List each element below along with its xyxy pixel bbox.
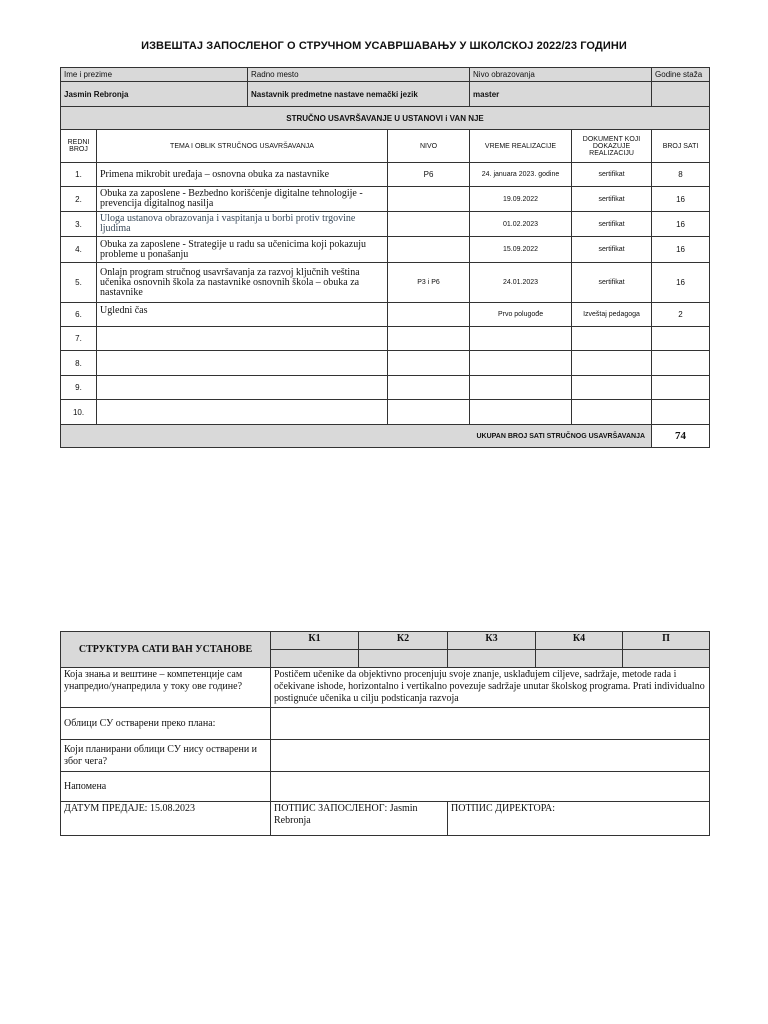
row-num: 2.: [61, 187, 97, 212]
row-hours: 16: [652, 187, 710, 212]
row-level: [388, 303, 470, 327]
row-num: 3.: [61, 212, 97, 237]
row-level: [388, 327, 470, 351]
row-document: sertifikat: [572, 163, 652, 187]
k2-value: [359, 650, 448, 668]
position-label: Radno mesto: [248, 68, 470, 82]
col-topic-header: TEMA I OBLIK STRUČNOG USAVRŠAVANJA: [97, 130, 388, 163]
table-row: [61, 400, 710, 425]
col-level-header: NIVO: [388, 130, 470, 163]
col-num-header: REDNI BROJ: [61, 130, 97, 163]
years-label: Godine staža: [652, 68, 710, 82]
table-row: [61, 263, 710, 303]
row-topic: Obuka za zaposlene - Strategije u radu sa učenicima koji pokazuju probleme u ponašanju: [97, 237, 388, 263]
row-hours: 2: [652, 303, 710, 327]
row-topic: [97, 351, 388, 376]
row-time: [470, 327, 572, 351]
structure-title: СТРУКТУРА САТИ ВАН УСТАНОВЕ: [61, 632, 271, 668]
row-topic: Primena mikrobit uređaja – osnovna obuka za nastavnike: [97, 163, 388, 187]
row-num: 4.: [61, 237, 97, 263]
row-document: sertifikat: [572, 187, 652, 212]
row-topic: [97, 376, 388, 400]
k4-value: [536, 650, 623, 668]
table-row: [61, 187, 710, 212]
row-level: [388, 376, 470, 400]
section-title: STRUČNO USAVRŠAVANJE U USTANOVI i VAN NJE: [61, 107, 710, 130]
row-time: [470, 376, 572, 400]
row-num: 9.: [61, 376, 97, 400]
submission-date: ДАТУМ ПРЕДАЈЕ: 15.08.2023: [61, 802, 271, 836]
total-label: UKUPAN BROJ SATI STRUČNOG USAVRŠAVANJA: [61, 425, 652, 448]
outside-plan-value: [271, 708, 710, 740]
total-value: 74: [652, 425, 710, 448]
row-time: 24.01.2023: [470, 263, 572, 303]
row-level: [388, 187, 470, 212]
row-level: P3 i P6: [388, 263, 470, 303]
education-label: Nivo obrazovanja: [470, 68, 652, 82]
k4-header: К4: [536, 632, 623, 650]
row-num: 7.: [61, 327, 97, 351]
col-document-header: DOKUMENT KOJI DOKAZUJE REALIZACIJU: [572, 130, 652, 163]
row-time: 19.09.2022: [470, 187, 572, 212]
row-topic: [97, 327, 388, 351]
row-document: [572, 327, 652, 351]
training-table: [60, 67, 710, 448]
row-hours: [652, 376, 710, 400]
table-row: [61, 303, 710, 327]
row-time: [470, 351, 572, 376]
p-header: П: [623, 632, 710, 650]
structure-table: [60, 631, 710, 836]
row-topic: Uloga ustanova obrazovanja i vaspitanja u borbi protiv trgovine ljudima: [97, 212, 388, 237]
row-document: sertifikat: [572, 263, 652, 303]
row-time: 15.09.2022: [470, 237, 572, 263]
k1-value: [271, 650, 359, 668]
row-num: 6.: [61, 303, 97, 327]
row-document: [572, 351, 652, 376]
row-num: 10.: [61, 400, 97, 425]
competencies-value: Postičem učenike da objektivno procenjuju svoje znanje, usklađujem ciljeve, sadržaje, metode rada i očekivane ishode, horizontalno i vertikalno povezuje sadržaje unutar školskog programa. Prati individualno postignuće učenika u cilju podsticanja razvoja: [271, 668, 710, 708]
row-topic: Onlajn program stručnog usavršavanja za razvoj ključnih veština učenika osnovnih škola za nastavnike osnovnih škola – obuka za nastavnike: [97, 263, 388, 303]
row-time: Prvo polugođe: [470, 303, 572, 327]
table-row: [61, 376, 710, 400]
row-hours: [652, 400, 710, 425]
row-hours: [652, 327, 710, 351]
k3-value: [448, 650, 536, 668]
row-num: 5.: [61, 263, 97, 303]
director-signature: ПОТПИС ДИРЕКТОРА:: [448, 802, 710, 836]
outside-plan-label: Облици СУ остварени преко плана:: [61, 708, 271, 740]
table-row: [61, 327, 710, 351]
table-row: [61, 237, 710, 263]
employee-name: Jasmin Rebronja: [61, 82, 248, 107]
row-level: [388, 351, 470, 376]
note-value: [271, 772, 710, 802]
col-time-header: VREME REALIZACIJE: [470, 130, 572, 163]
row-hours: 16: [652, 237, 710, 263]
row-document: Izveštaj pedagoga: [572, 303, 652, 327]
p-value: [623, 650, 710, 668]
row-document: [572, 400, 652, 425]
row-level: [388, 237, 470, 263]
row-time: 01.02.2023: [470, 212, 572, 237]
note-label: Напомена: [61, 772, 271, 802]
competencies-label: Која знања и вештине – компетенције сам унапредио/унапредила у току ове године?: [61, 668, 271, 708]
employee-position: Nastavnik predmetne nastave nemački jezik: [248, 82, 470, 107]
row-document: sertifikat: [572, 237, 652, 263]
row-hours: [652, 351, 710, 376]
report-title: ИЗВЕШТАЈ ЗАПОСЛЕНОГ О СТРУЧНОМ УСАВРШАВАЊУ У ШКОЛСКОЈ 2022/23 ГОДИНИ: [141, 40, 627, 52]
row-time: 24. januara 2023. godine: [470, 163, 572, 187]
row-level: P6: [388, 163, 470, 187]
row-num: 8.: [61, 351, 97, 376]
row-topic: Obuka za zaposlene - Bezbedno korišćenje digitalne tehnologije - prevencija digitalnog nasilja: [97, 187, 388, 212]
row-level: [388, 212, 470, 237]
k1-header: К1: [271, 632, 359, 650]
employee-education: master: [470, 82, 652, 107]
row-topic: [97, 400, 388, 425]
row-document: [572, 376, 652, 400]
table-row: [61, 212, 710, 237]
table-row: [61, 163, 710, 187]
row-document: sertifikat: [572, 212, 652, 237]
row-hours: 8: [652, 163, 710, 187]
row-hours: 16: [652, 263, 710, 303]
row-hours: 16: [652, 212, 710, 237]
not-realized-value: [271, 740, 710, 772]
k2-header: К2: [359, 632, 448, 650]
employee-years: [652, 82, 710, 107]
employee-signature: ПОТПИС ЗАПОСЛЕНОГ: Jasmin Rebronja: [271, 802, 448, 836]
row-time: [470, 400, 572, 425]
row-topic: Ugledni čas: [97, 303, 388, 327]
not-realized-label: Који планирани облици СУ нису остварени и због чега?: [61, 740, 271, 772]
row-level: [388, 400, 470, 425]
col-hours-header: BROJ SATI: [652, 130, 710, 163]
table-row: [61, 351, 710, 376]
k3-header: К3: [448, 632, 536, 650]
row-num: 1.: [61, 163, 97, 187]
name-label: Ime i prezime: [61, 68, 248, 82]
